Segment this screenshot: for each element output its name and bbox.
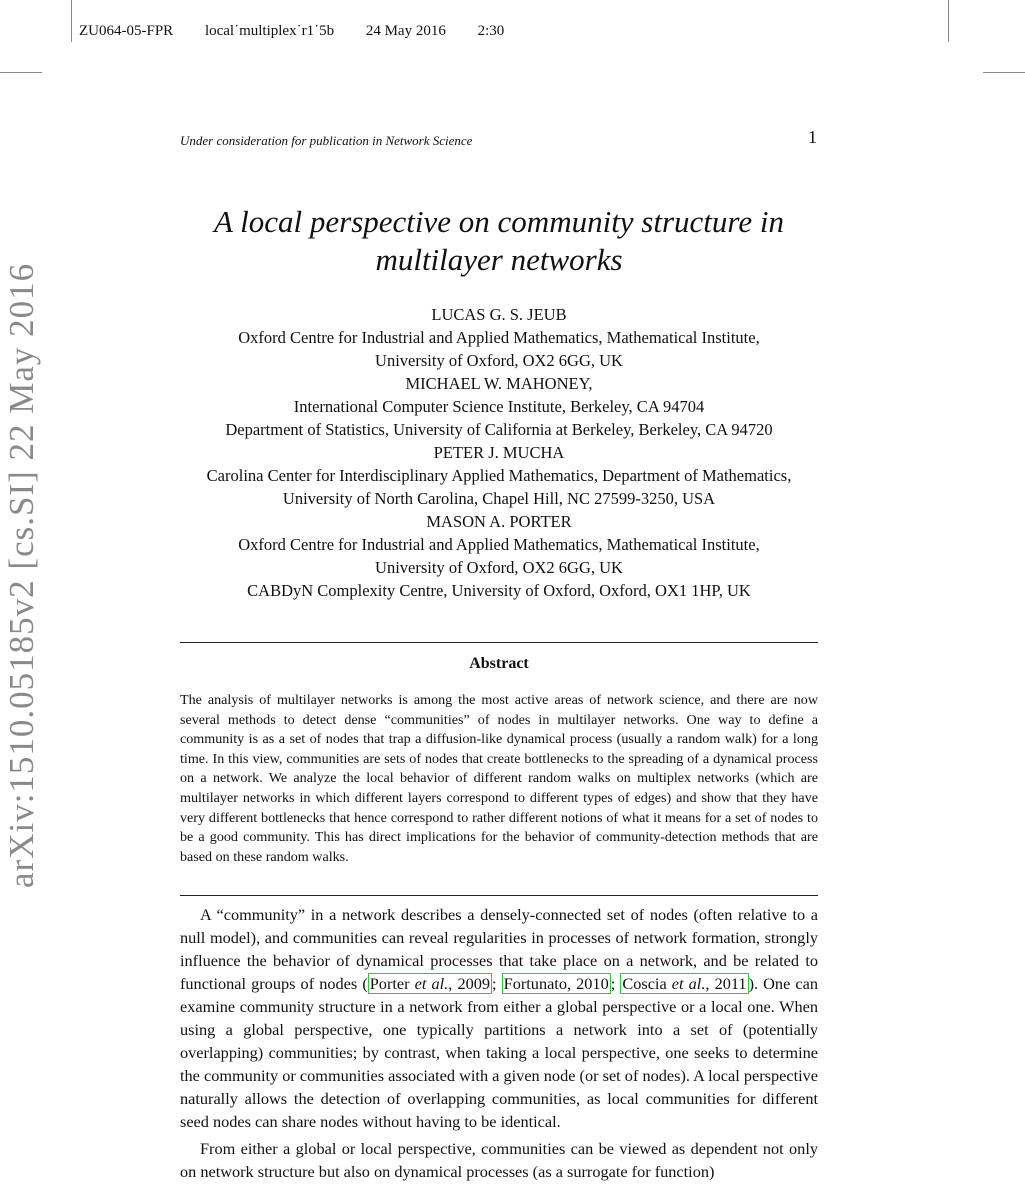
abstract-bottom-rule <box>180 895 818 896</box>
slug-code: ZU064-05-FPR <box>79 23 174 39</box>
production-slug <box>79 23 532 40</box>
title-line: A local perspective on community structure in <box>214 204 784 239</box>
author-name: MASON A. PORTER <box>426 512 572 531</box>
author-name: PETER J. MUCHA <box>433 443 565 462</box>
author-block <box>150 303 848 602</box>
citation-link[interactable]: Fortunato, 2010 <box>503 974 609 993</box>
affiliation: Oxford Centre for Industrial and Applied Mathematics, Mathematical Institute, <box>238 328 760 347</box>
page-number: 1 <box>808 127 817 147</box>
abstract-text: The analysis of multilayer networks is among the most active areas of network science, and there are now several methods to detect dense “communities” of nodes in multilayer networks. One way to define a community is as a set of nodes that trap a diffusion-like dynamical process (usually a random walk) for a long time. In this view, communities are sets of nodes that create bottlenecks to the spreading of a dynamical process on a network. We analyze the local behavior of different random walks on multiplex networks (which are multilayer networks in which different layers correspond to different types of edges) and show that they have very different bottlenecks that hence correspond to rather different notions of what it means for a set of nodes to be a good community. This has direct implications for the behavior of community-detection methods that are based on these random walks. <box>180 692 818 865</box>
body-text <box>180 903 818 1183</box>
affiliation: Carolina Center for Interdisciplinary Applied Mathematics, Department of Mathematics, <box>206 466 792 485</box>
citation-link[interactable]: Coscia et al., 2011 <box>622 974 747 993</box>
crop-mark <box>983 72 1025 73</box>
paper-title <box>180 203 818 279</box>
author-name: MICHAEL W. MAHONEY, <box>405 374 593 393</box>
affiliation: University of Oxford, OX2 6GG, UK <box>375 351 623 370</box>
abstract-top-rule <box>180 642 818 643</box>
slug-file: local˙multiplex˙r1˙5b <box>204 23 335 39</box>
arxiv-watermark: arXiv:1510.05185v2 [cs.SI] 22 May 2016 <box>2 262 41 888</box>
author-name: LUCAS G. S. JEUB <box>431 305 567 324</box>
affiliation: University of North Carolina, Chapel Hill, NC 27599-3250, USA <box>282 489 716 508</box>
para-text: A “community” in a network describes a densely-connected set of nodes (often relative to a null model), and communities can reveal regularities in processes of network formation, strongly influence the behavior of dynamical processes that take place on a network, and be related to functional groups of nodes ( <box>180 905 818 993</box>
running-head: Under consideration for publication in Network Science <box>180 133 473 148</box>
para-text: ). One can examine community structure in a network from either a global perspective or a local one. When using a global perspective, one typically partitions a network into a set of (potentially overlapping) communities; by contrast, when taking a local perspective, one seeks to determine the community or communities associated with a given node (or set of nodes). A local perspective naturally allows the detection of overlapping communities, as local communities for different seed nodes can share nodes without having to be identical. <box>180 974 818 1131</box>
paragraph: A “community” in a network describes a densely-connected set of nodes (often relative to a null model), and communities can reveal regularities in processes of network formation, strongly influence the behavior of dynamical processes that take place on a network, and be related to functional groups of nodes ( Porter et al., 2009 ; Fortunato, 2010 ; Coscia et al., 2011 ). One can examine community structure in a network from either a global perspective or a local one. When using a global perspective, one typically partitions a network into a set of (potentially overlapping) communities; by contrast, when taking a local perspective, one seeks to determine the community or communities associated with a given node (or set of nodes). A local perspective naturally allows the detection of overlapping communities, as local communities for different seed nodes can share nodes without having to be identical. <box>180 905 818 1131</box>
affiliation: International Computer Science Institute, Berkeley, CA 94704 <box>293 397 705 416</box>
crop-mark <box>948 0 949 42</box>
abstract-heading: Abstract <box>469 655 529 672</box>
crop-mark <box>71 0 72 42</box>
slug-time: 2:30 <box>477 23 505 39</box>
slug-date: 24 May 2016 <box>365 23 446 39</box>
citation-link[interactable]: Porter et al., 2009 <box>369 974 491 993</box>
affiliation: Oxford Centre for Industrial and Applied Mathematics, Mathematical Institute, <box>238 535 760 554</box>
affiliation: CABDyN Complexity Centre, University of Oxford, Oxford, OX1 1HP, UK <box>247 581 751 600</box>
title-line: multilayer networks <box>375 242 623 277</box>
affiliation: University of Oxford, OX2 6GG, UK <box>375 558 623 577</box>
affiliation: Department of Statistics, University of California at Berkeley, Berkeley, CA 94720 <box>225 420 773 439</box>
paragraph: From either a global or local perspective, communities can be viewed as dependent not only on network structure but also on dynamical processes (as a surrogate for function) <box>180 1139 818 1181</box>
crop-mark <box>0 72 42 73</box>
